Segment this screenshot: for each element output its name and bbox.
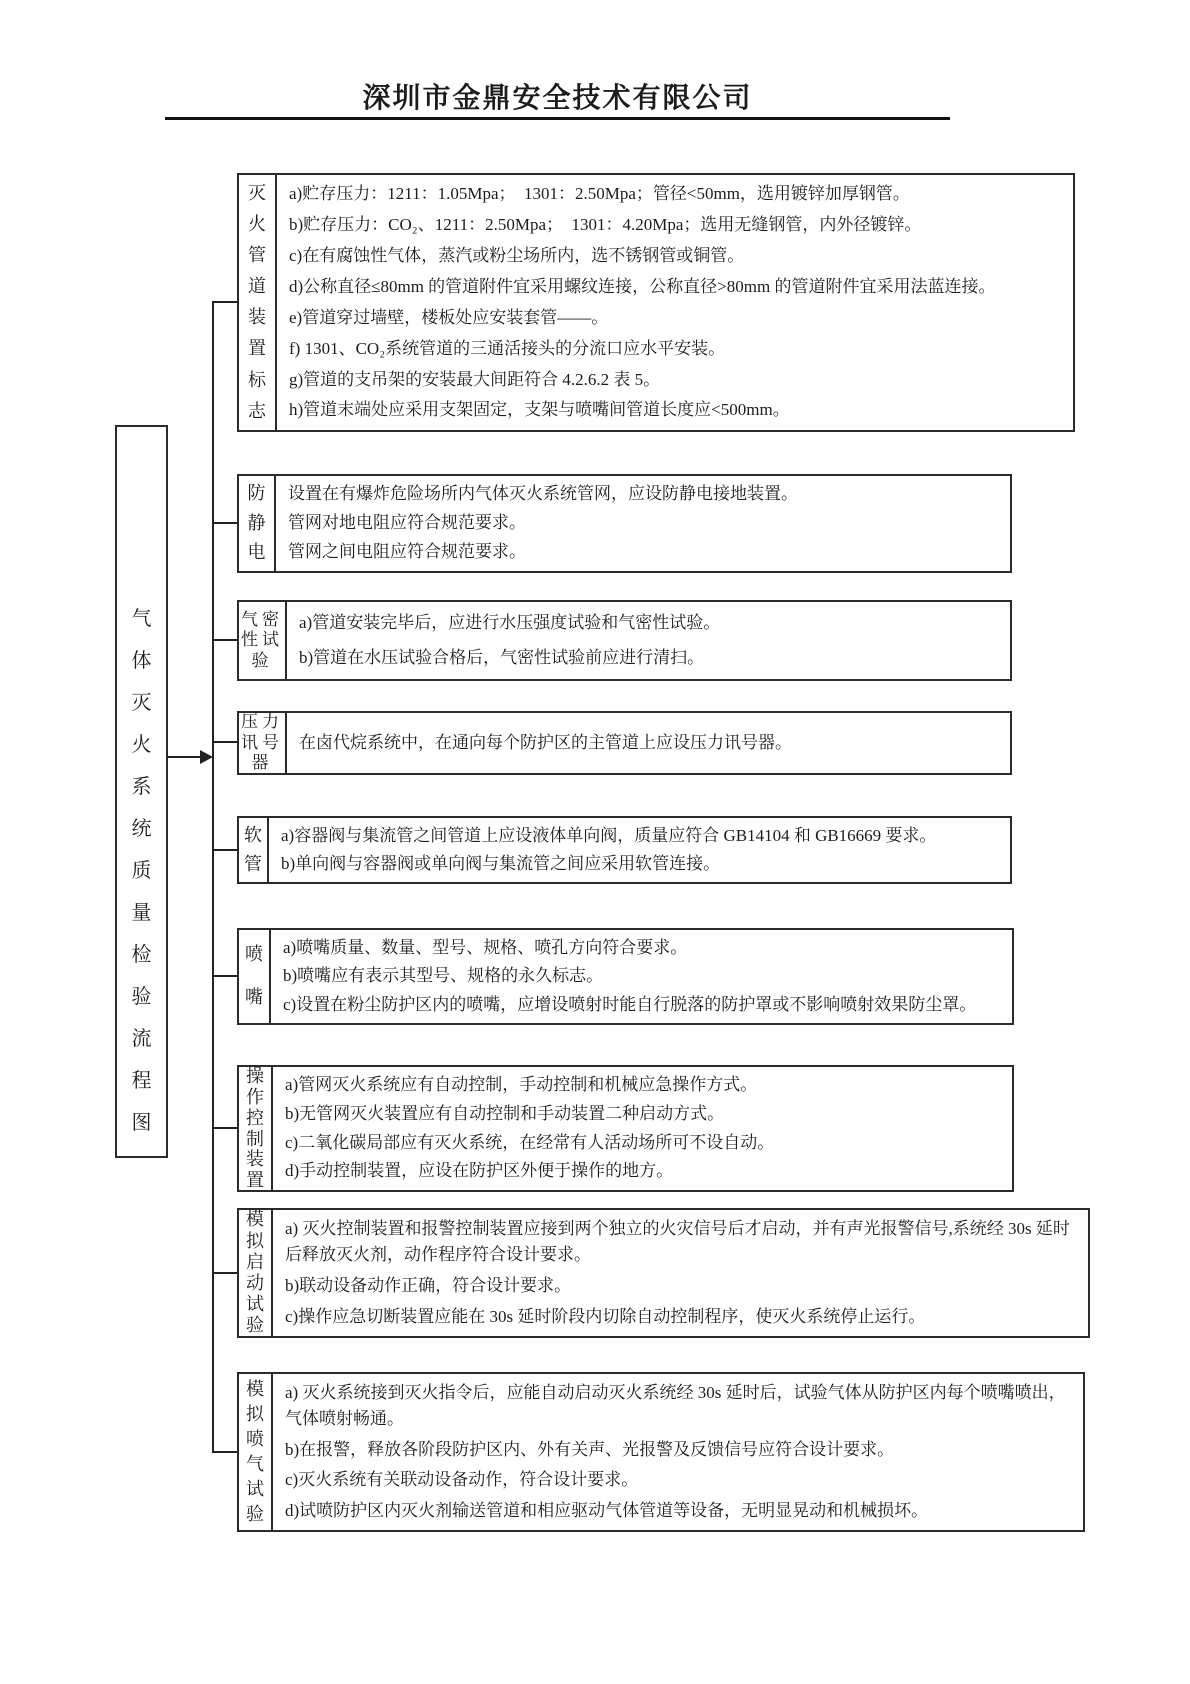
node-label-text: 操: [246, 1066, 264, 1087]
connector-branch-line: [212, 522, 238, 524]
node-label-text: 置: [246, 1169, 264, 1190]
flow-node-pressure-signal: [237, 711, 1012, 775]
node-label-text: 动: [246, 1273, 264, 1293]
node-label-text: 验: [246, 1315, 264, 1336]
node-label-text: 讯号: [241, 732, 283, 752]
flow-title-char: 气: [131, 608, 152, 630]
flow-title-char: 流: [131, 1028, 152, 1050]
node-item-text: a) 灭火系统接到灭火指令后，应能自动启动灭火系统经 30s 延时后，试验气体从防护区内每个喷嘴喷出，气体喷射畅通。: [285, 1383, 1066, 1429]
node-label-text: 软: [244, 824, 262, 845]
node-item-text: b)管道在水压试验合格后，气密性试验前应进行清扫。: [299, 647, 705, 667]
node-label-text: 喷: [246, 1428, 264, 1449]
connector-branch-line: [212, 1272, 238, 1274]
node-item-text: a)贮存压力：1211：1.05Mpa； 1301：2.50Mpa；管径<50mm，选用镀锌加厚钢管。: [289, 184, 910, 204]
node-item-text: a)管道安装完毕后，应进行水压强度试验和气密性试验。: [299, 613, 721, 633]
document-header: [165, 82, 950, 116]
flow-title-char: 灭: [131, 692, 152, 714]
node-label-text: 作: [246, 1087, 264, 1108]
node-label-text: 管: [248, 245, 266, 266]
node-content: [287, 602, 1010, 679]
node-item-text: 在卤代烷系统中，在通向每个防护区的主管道上应设压力讯号器。: [299, 732, 792, 752]
node-item-text: b)单向阀与容器阀或单向阀与集流管之间应采用软管连接。: [281, 853, 721, 873]
node-item-text: b)喷嘴应有表示其型号、规格的永久标志。: [283, 966, 604, 986]
node-label-text: 标: [248, 369, 266, 390]
flow-arrow-line: [167, 756, 203, 758]
node-item-text: c)在有腐蚀性气体，蒸汽或粉尘场所内，选不锈钢管或铜管。: [289, 246, 745, 266]
node-content: [287, 713, 1010, 773]
node-content: [273, 1210, 1088, 1336]
node-item-text: d)手动控制装置，应设在防护区外便于操作的地方。: [285, 1161, 674, 1181]
node-label-text: 控: [246, 1107, 264, 1128]
node-item-text: e)管道穿过墙壁，楼板处应安装套管——。: [289, 307, 609, 327]
node-label-text: 压力: [241, 712, 283, 732]
connector-trunk-line: [212, 301, 214, 1453]
node-content: [269, 818, 1010, 882]
node-label-text: 试: [246, 1478, 264, 1499]
node-label-text: 器: [251, 753, 273, 773]
node-label-text: 启: [246, 1251, 264, 1272]
connector-branch-line: [212, 849, 238, 851]
node-content: [271, 930, 1012, 1023]
flow-title-box: [115, 425, 168, 1158]
connector-branch-line: [212, 1451, 238, 1453]
flow-title-char: 图: [131, 1112, 152, 1134]
node-label-text: 管: [244, 853, 262, 874]
flow-node-pipe-marking: [237, 173, 1075, 432]
node-label-text: 静: [247, 512, 266, 533]
node-item-text: g)管道的支吊架的安装最大间距符合 4.2.6.2 表 5。: [289, 369, 661, 389]
node-item-text: a)喷嘴质量、数量、型号、规格、喷孔方向符合要求。: [283, 937, 688, 957]
flow-title-char: 量: [131, 902, 152, 924]
node-label-text: 置: [248, 338, 266, 359]
node-item-text: 设置在有爆炸危险场所内气体灭火系统管网，应设防静电接地装置。: [288, 484, 798, 504]
flow-title-char: 验: [131, 986, 152, 1008]
node-label: [239, 713, 287, 773]
node-label: [239, 476, 276, 571]
connector-branch-line: [212, 1127, 238, 1129]
node-label-text: 电: [247, 542, 266, 563]
node-label-text: 火: [248, 213, 266, 234]
node-label-text: 喷: [245, 943, 263, 964]
node-item-text: b)联动设备动作正确，符合设计要求。: [285, 1275, 572, 1295]
node-label-text: 拟: [246, 1230, 264, 1251]
node-item-text: b)无管网灭火装置应有自动控制和手动装置二种启动方式。: [285, 1103, 725, 1123]
flow-node-antistatic: [237, 474, 1012, 573]
node-label: [239, 1374, 273, 1530]
node-label-text: 装: [248, 307, 266, 328]
node-item-text: h)管道末端处应采用支架固定，支架与喷嘴间管道长度应<500mm。: [289, 400, 790, 420]
node-item-text: a) 灭火控制装置和报警控制装置应接到两个独立的火灾信号后才启动，并有声光报警信号,系统经 30s 延时后释放灭火剂，动作程序符合设计要求。: [285, 1219, 1070, 1265]
node-item-text: d)公称直径≤80mm 的管道附件宜采用螺纹连接，公称直径>80mm 的管道附件宜采用法蓝连接。: [289, 276, 996, 296]
node-label-text: 防: [247, 483, 266, 504]
node-content: [273, 1067, 1012, 1190]
node-item-text: b)贮存压力：CO₂、1211：2.50Mpa； 1301：4.20Mpa；选用无缝钢管，内外径镀锌。: [289, 215, 922, 235]
node-label-text: 志: [248, 400, 266, 421]
arrow-right-icon: [200, 750, 213, 764]
node-label-text: 制: [246, 1128, 264, 1149]
flow-node-control-device: [237, 1065, 1014, 1192]
flow-title-char: 统: [131, 818, 152, 840]
node-label-text: 气密: [241, 609, 283, 629]
connector-branch-line: [212, 741, 238, 743]
node-label-text: 装: [246, 1149, 264, 1170]
node-label-text: 嘴: [245, 987, 263, 1008]
flow-node-hose: [237, 816, 1012, 884]
node-item-text: a)容器阀与集流管之间管道上应设液体单向阀，质量应符合 GB14104 和 GB16669 要求。: [281, 825, 937, 845]
company-title: 深圳市金鼎安全技术有限公司: [362, 83, 753, 114]
node-label: [239, 602, 287, 679]
connector-branch-line: [212, 639, 238, 641]
node-item-text: c)设置在粉尘防护区内的喷嘴，应增设喷射时能自行脱落的防护罩或不影响喷射效果防尘罩。: [283, 994, 977, 1014]
node-label-text: 验: [251, 650, 273, 670]
node-label: [239, 175, 277, 430]
connector-branch-line: [212, 301, 238, 303]
node-item-text: 管网对地电阻应符合规范要求。: [288, 513, 526, 533]
node-label-text: 性试: [241, 630, 283, 650]
node-label-text: 模: [246, 1378, 264, 1399]
node-content: [277, 175, 1073, 430]
node-label-text: 灭: [248, 182, 266, 203]
flow-title-char: 检: [131, 944, 152, 966]
node-label-text: 气: [246, 1453, 264, 1474]
node-label-text: 拟: [246, 1403, 264, 1424]
node-item-text: c)操作应急切断装置应能在 30s 延时阶段内切除自动控制程序，使灭火系统停止运行。: [285, 1306, 926, 1326]
node-item-text: c)二氧化碳局部应有灭火系统，在经常有人活动场所可不设自动。: [285, 1132, 775, 1152]
node-label: [239, 930, 271, 1023]
node-label: [239, 1067, 273, 1190]
flow-title-char: 质: [131, 860, 152, 882]
flow-node-nozzle: [237, 928, 1014, 1025]
node-label: [239, 1210, 273, 1336]
node-item-text: c)灭火系统有关联动设备动作，符合设计要求。: [285, 1470, 639, 1490]
flow-node-simulated-start-test: [237, 1208, 1090, 1338]
node-item-text: f) 1301、CO₂系统管道的三通活接头的分流口应水平安装。: [289, 338, 726, 358]
node-label: [239, 818, 269, 882]
flow-title-char: 系: [131, 776, 152, 798]
node-label-text: 道: [248, 276, 266, 297]
node-content: [276, 476, 1010, 571]
connector-branch-line: [212, 975, 238, 977]
node-label-text: 模: [246, 1209, 264, 1230]
node-label-text: 验: [246, 1503, 264, 1524]
node-content: [273, 1374, 1083, 1530]
node-label-text: 试: [246, 1294, 264, 1315]
node-item-text: a)管网灭火系统应有自动控制，手动控制和机械应急操作方式。: [285, 1075, 758, 1095]
flow-title-char: 火: [131, 734, 152, 756]
node-item-text: 管网之间电阻应符合规范要求。: [288, 542, 526, 562]
flow-node-simulated-spray-test: [237, 1372, 1085, 1532]
node-item-text: b)在报警，释放各阶段防护区内、外有关声、光报警及反馈信号应符合设计要求。: [285, 1439, 895, 1459]
flow-title-char: 程: [131, 1070, 152, 1092]
flow-node-airtight-test: [237, 600, 1012, 681]
header-underline: [165, 117, 950, 120]
node-item-text: d)试喷防护区内灭火剂输送管道和相应驱动气体管道等设备，无明显晃动和机械损坏。: [285, 1500, 929, 1520]
flow-title-char: 体: [131, 650, 152, 672]
